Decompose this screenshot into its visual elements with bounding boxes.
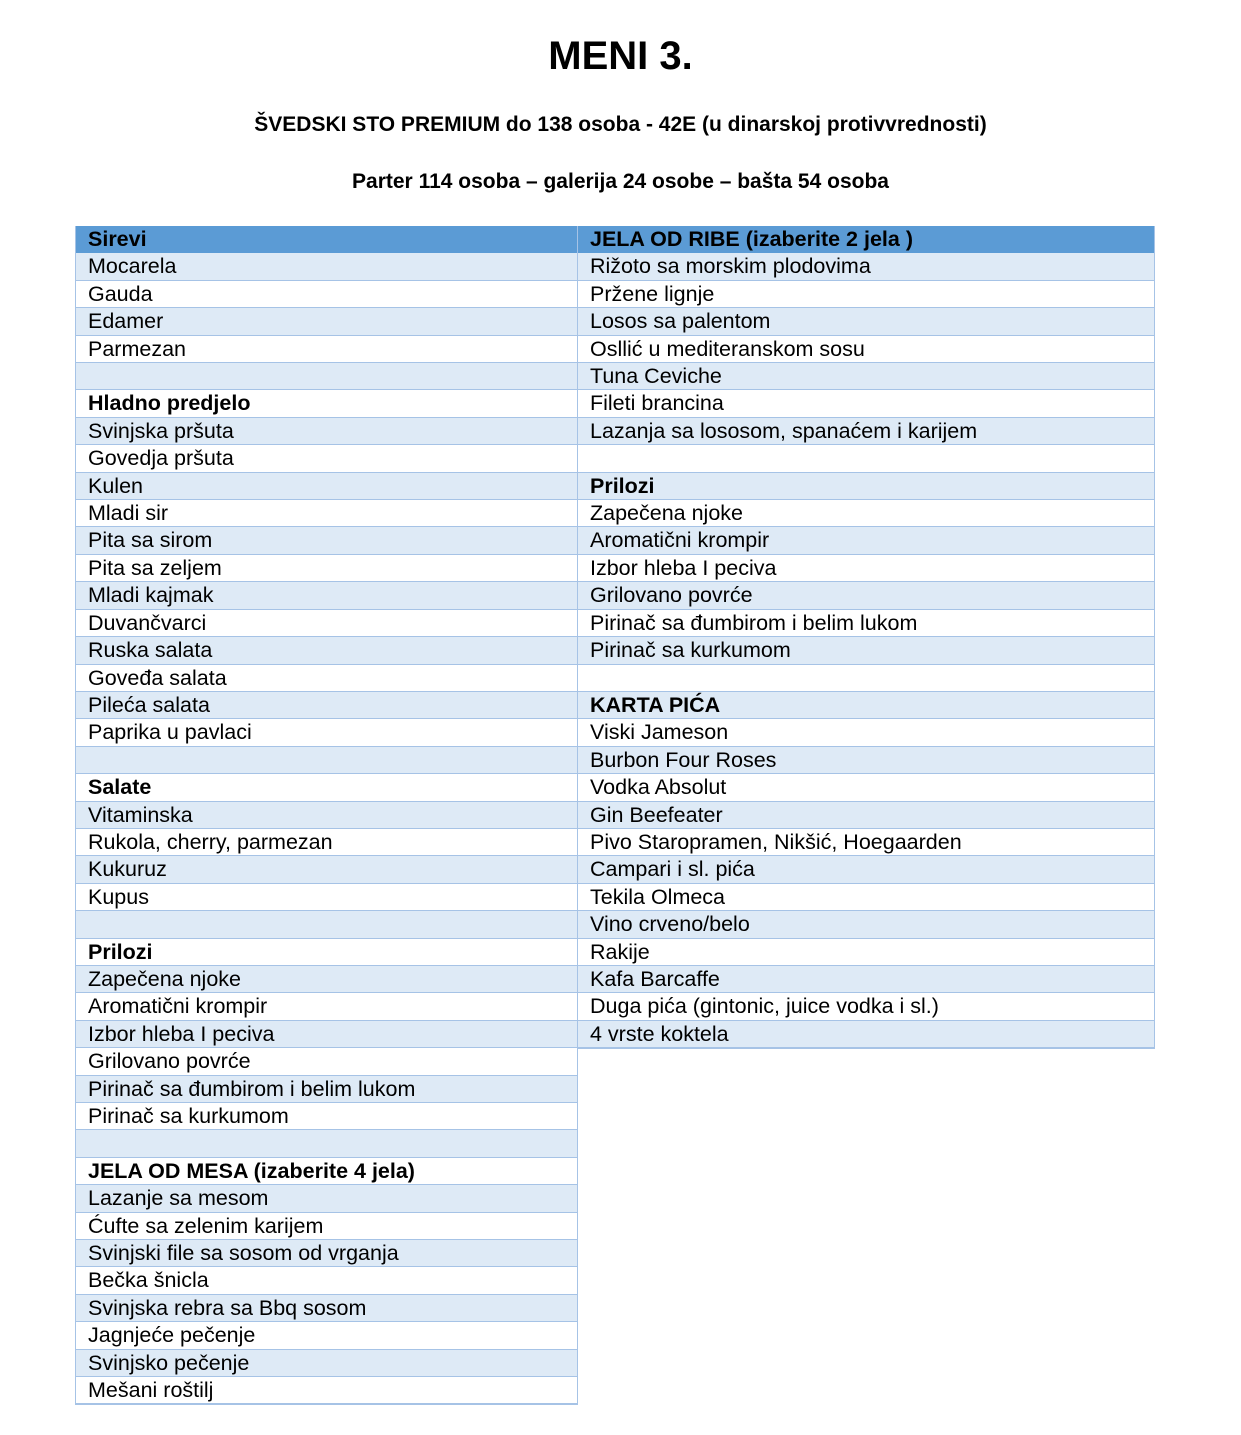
menu-item: Kulen bbox=[76, 473, 577, 500]
menu-item: Kupus bbox=[76, 884, 577, 911]
left-menu-column bbox=[75, 226, 578, 1405]
menu-item: Duga pića (gintonic, juice vodka i sl.) bbox=[578, 993, 1154, 1020]
menu-item: Gauda bbox=[76, 281, 577, 308]
blank-row bbox=[76, 747, 577, 774]
menu-item: Svinjska pršuta bbox=[76, 418, 577, 445]
menu-item: Osllić u mediteranskom sosu bbox=[578, 336, 1154, 363]
right-menu-column bbox=[577, 226, 1155, 1049]
menu-item: Gin Beefeater bbox=[578, 802, 1154, 829]
menu-item: Vodka Absolut bbox=[578, 774, 1154, 801]
menu-item: Aromatični krompir bbox=[76, 993, 577, 1020]
menu-item: Tuna Ceviche bbox=[578, 363, 1154, 390]
menu-item: Zapečena njoke bbox=[76, 966, 577, 993]
menu-item: Pirinač sa kurkumom bbox=[578, 637, 1154, 664]
menu-item: Svinjsko pečenje bbox=[76, 1350, 577, 1377]
blank-row bbox=[76, 911, 577, 938]
column-header: Sirevi bbox=[76, 226, 577, 253]
menu-item: Losos sa palentom bbox=[578, 308, 1154, 335]
section-heading: JELA OD MESA (izaberite 4 jela) bbox=[76, 1158, 577, 1185]
menu-item: Aromatični krompir bbox=[578, 527, 1154, 554]
menu-item: Grilovano povrće bbox=[76, 1048, 577, 1075]
menu-item: Duvančvarci bbox=[76, 610, 577, 637]
menu-item: Govedja pršuta bbox=[76, 445, 577, 472]
menu-item: Svinjski file sa sosom od vrganja bbox=[76, 1240, 577, 1267]
menu-item: Rižoto sa morskim plodovima bbox=[578, 253, 1154, 280]
menu-item: Pivo Staropramen, Nikšić, Hoegaarden bbox=[578, 829, 1154, 856]
menu-item: Mladi sir bbox=[76, 500, 577, 527]
menu-item: Kafa Barcaffe bbox=[578, 966, 1154, 993]
section-heading: KARTA PIĆA bbox=[578, 692, 1154, 719]
menu-item: Pirinač sa đumbirom i belim lukom bbox=[76, 1076, 577, 1103]
menu-item: 4 vrste koktela bbox=[578, 1021, 1154, 1048]
menu-item: Izbor hleba I peciva bbox=[578, 555, 1154, 582]
menu-item: Fileti brancina bbox=[578, 390, 1154, 417]
page-title: MENI 3. bbox=[548, 34, 693, 78]
menu-item: Pita sa zeljem bbox=[76, 555, 577, 582]
menu-item: Zapečena njoke bbox=[578, 500, 1154, 527]
menu-item: Izbor hleba I peciva bbox=[76, 1021, 577, 1048]
menu-item: Burbon Four Roses bbox=[578, 747, 1154, 774]
blank-row bbox=[578, 445, 1154, 472]
section-heading: Salate bbox=[76, 774, 577, 801]
section-heading: Prilozi bbox=[578, 473, 1154, 500]
menu-item: Pržene lignje bbox=[578, 281, 1154, 308]
menu-item: Mladi kajmak bbox=[76, 582, 577, 609]
menu-item: Edamer bbox=[76, 308, 577, 335]
menu-item: Paprika u pavlaci bbox=[76, 719, 577, 746]
menu-item: Grilovano povrće bbox=[578, 582, 1154, 609]
blank-row bbox=[76, 363, 577, 390]
menu-item: Pileća salata bbox=[76, 692, 577, 719]
menu-item: Pirinač sa kurkumom bbox=[76, 1103, 577, 1130]
menu-subtitle: ŠVEDSKI STO PREMIUM do 138 osoba - 42E (u dinarskoj protivvrednosti) bbox=[254, 113, 987, 136]
menu-item: Rakije bbox=[578, 939, 1154, 966]
menu-item: Mešani roštilj bbox=[76, 1377, 577, 1404]
menu-item: Campari i sl. pića bbox=[578, 856, 1154, 883]
menu-item: Pirinač sa đumbirom i belim lukom bbox=[578, 610, 1154, 637]
menu-item: Lazanja sa lososom, spanaćem i karijem bbox=[578, 418, 1154, 445]
menu-item: Pita sa sirom bbox=[76, 527, 577, 554]
menu-item: Ruska salata bbox=[76, 637, 577, 664]
section-heading: Hladno predjelo bbox=[76, 390, 577, 417]
capacity-line: Parter 114 osoba – galerija 24 osobe – bašta 54 osoba bbox=[352, 170, 889, 193]
menu-item: Goveđa salata bbox=[76, 665, 577, 692]
column-header: JELA OD RIBE (izaberite 2 jela ) bbox=[578, 226, 1154, 253]
menu-item: Viski Jameson bbox=[578, 719, 1154, 746]
menu-item: Vino crveno/belo bbox=[578, 911, 1154, 938]
menu-item: Kukuruz bbox=[76, 856, 577, 883]
menu-item: Ćufte sa zelenim karijem bbox=[76, 1213, 577, 1240]
menu-item: Mocarela bbox=[76, 253, 577, 280]
menu-item: Tekila Olmeca bbox=[578, 884, 1154, 911]
blank-row bbox=[76, 1130, 577, 1157]
menu-item: Jagnjeće pečenje bbox=[76, 1322, 577, 1349]
menu-item: Vitaminska bbox=[76, 802, 577, 829]
menu-item: Lazanje sa mesom bbox=[76, 1185, 577, 1212]
blank-row bbox=[578, 665, 1154, 692]
menu-item: Bečka šnicla bbox=[76, 1267, 577, 1294]
menu-item: Svinjska rebra sa Bbq sosom bbox=[76, 1295, 577, 1322]
menu-item: Parmezan bbox=[76, 336, 577, 363]
section-heading: Prilozi bbox=[76, 939, 577, 966]
menu-item: Rukola, cherry, parmezan bbox=[76, 829, 577, 856]
